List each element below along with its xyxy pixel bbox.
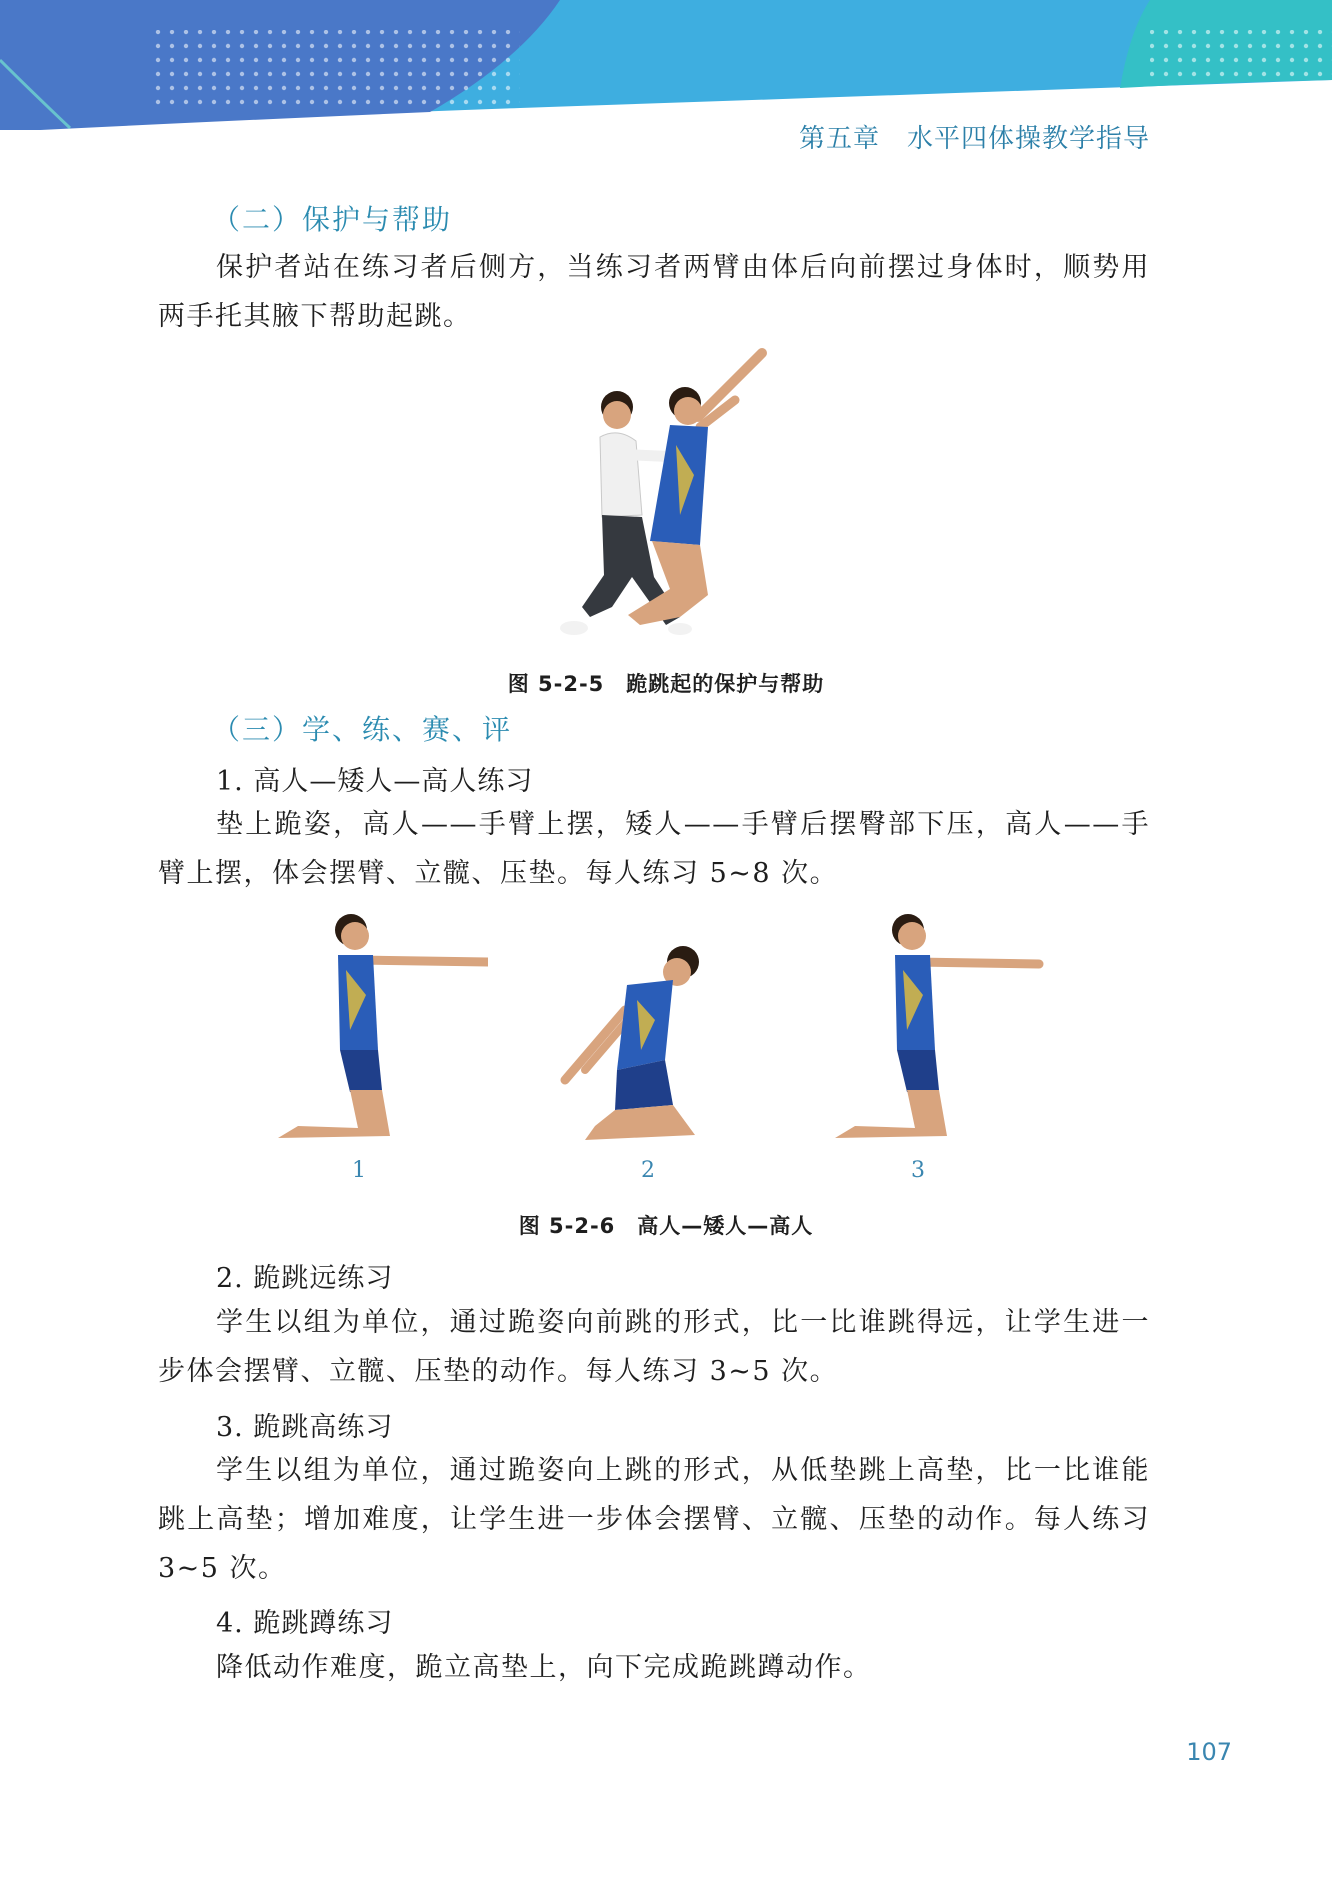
figure-pose-2-short: [555, 930, 725, 1145]
item-title-3: 3. 跪跳高练习: [216, 1412, 394, 1443]
figure-protection-illustration: [530, 345, 790, 650]
item-text-3: 学生以组为单位，通过跪姿向上跳的形式，从低垫跳上高垫，比一比谁能跳上高垫；增加难度，让学生进一步体会摆臂、立髋、压垫的动作。每人练习 3~5 次。: [158, 1455, 1150, 1584]
figure-pose-1-tall: [258, 900, 488, 1145]
section-heading-protection: （二）保护与帮助: [212, 203, 453, 236]
item-title-1: 1. 高人—矮人—高人练习: [216, 766, 534, 797]
figure-caption-5-2-5: [0, 668, 1332, 698]
section-paragraph-protection: 保护者站在练习者后侧方，当练习者两臂由体后向前摆过身体时，顺势用两手托其腋下帮助起跳。: [158, 252, 1150, 332]
chapter-title: 第五章 水平四体操教学指导: [798, 124, 1150, 154]
item-title-2: 2. 跪跳远练习: [216, 1263, 394, 1294]
page-number: 107: [1186, 1738, 1232, 1766]
item-text-1: 垫上跪姿，高人——手臂上摆，矮人——手臂后摆臀部下压，高人——手臂上摆，体会摆臂、立髋、压垫。每人练习 5~8 次。: [158, 809, 1150, 889]
figure-caption-5-2-6: [0, 1210, 1332, 1240]
pose-label-2: 2: [641, 1158, 655, 1183]
figure-number: 图 5-2-5: [507, 672, 605, 696]
header-banner: [0, 0, 1332, 130]
item-text-4: 降低动作难度，跪立高垫上，向下完成跪跳蹲动作。: [216, 1652, 872, 1683]
item-text-2: 学生以组为单位，通过跪姿向前跳的形式，比一比谁跳得远，让学生进一步体会摆臂、立髋、压垫的动作。每人练习 3~5 次。: [158, 1307, 1150, 1387]
figure-pose-3-tall: [815, 900, 1045, 1145]
section-heading-practice: （三）学、练、赛、评: [212, 713, 513, 746]
pose-label-3: 3: [911, 1158, 925, 1183]
figure-number: 图 5-2-6: [518, 1214, 616, 1238]
figure-title: 跪跳起的保护与帮助: [626, 672, 825, 696]
figure-title: 高人—矮人—高人: [637, 1214, 814, 1238]
pose-label-1: 1: [352, 1158, 366, 1183]
item-title-4: 4. 跪跳蹲练习: [216, 1608, 394, 1639]
